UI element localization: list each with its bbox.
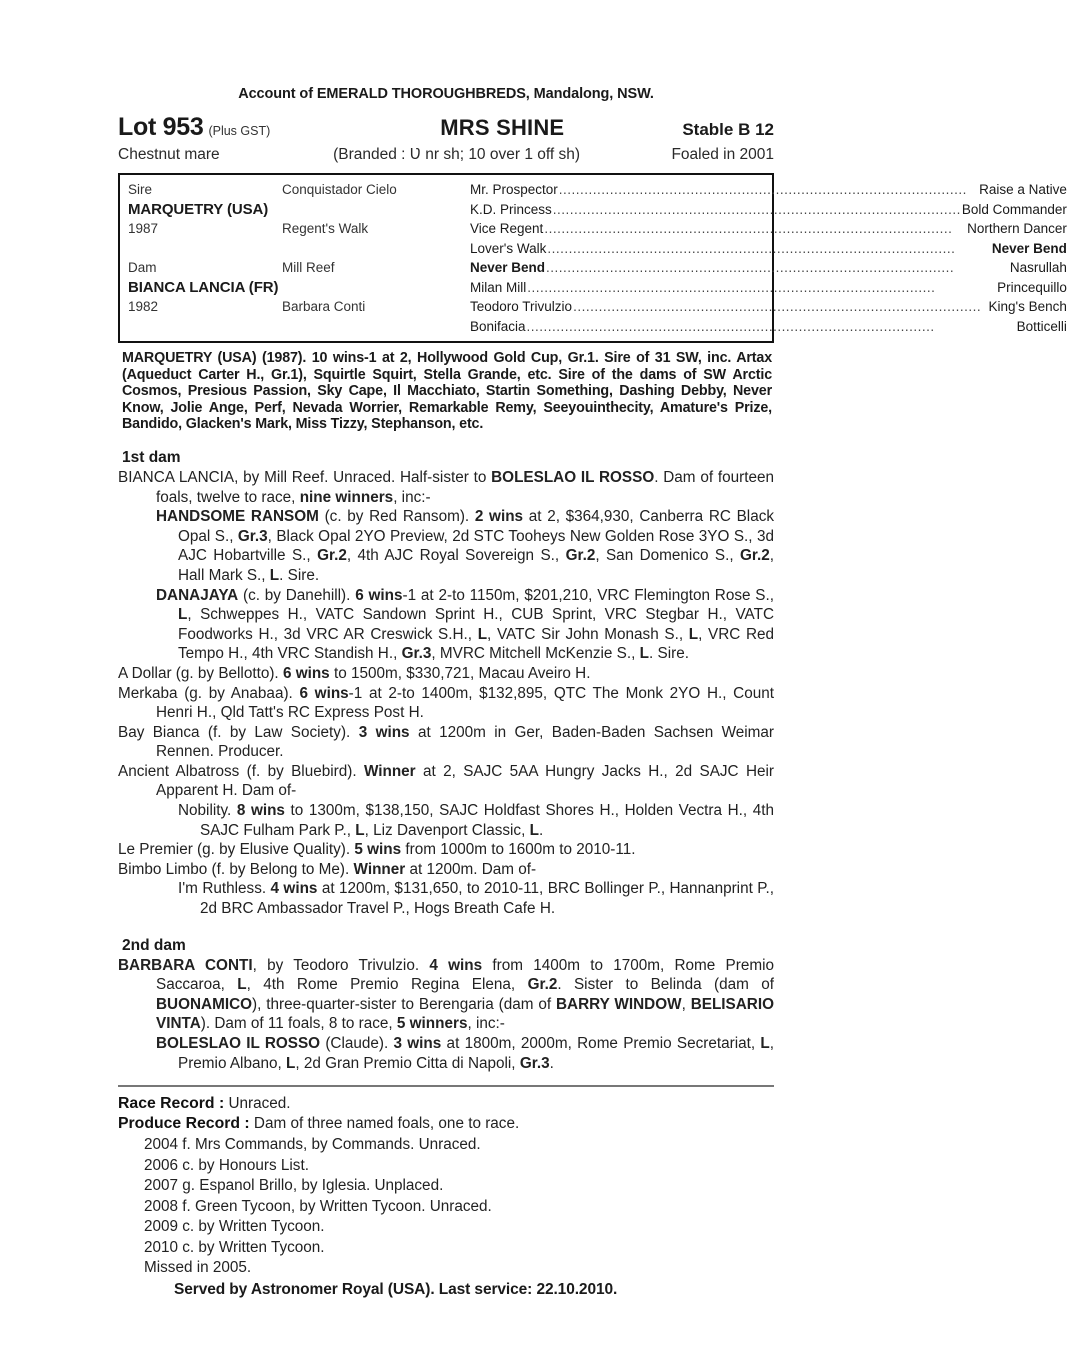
pedigree-column-grandparents [280, 180, 470, 336]
pedigree-leader-row [470, 200, 1067, 220]
sire-year: 1987 [128, 221, 159, 236]
foal-list-item: 2004 f. Mrs Commands, by Commands. Unraced. [144, 1136, 481, 1154]
pedigree-spacer [282, 200, 470, 220]
dot-leader [527, 317, 1016, 337]
foal-list-item: 2007 g. Espanol Brillo, by Iglesia. Unplaced. [144, 1177, 444, 1195]
pedigree-spacer [282, 278, 470, 298]
pedigree-box [118, 173, 1067, 343]
ancestor-name-right: Botticelli [1016, 318, 1067, 334]
ancestor-name-left: Mr. Prospector [470, 182, 558, 197]
ancestor-name-left: Teodoro Trivulzio [470, 299, 573, 314]
account-line: Account of EMERALD THOROUGHBREDS, Mandalong, NSW. [238, 86, 654, 102]
lot-header-row [118, 113, 774, 142]
foal-list-item: 2010 c. by Written Tycoon. [144, 1238, 325, 1256]
first-dam-block [118, 449, 774, 919]
catalogue-sheet [118, 86, 1067, 1299]
ancestor-name-left: Milan Mill [470, 279, 527, 295]
stable-label: Stable B 12 [682, 120, 774, 139]
foal-list [118, 1135, 774, 1279]
first-dam-entry: I'm Ruthless. 4 wins at 1200m, $131,650, to 2010-11, BRC Bollinger P., Hannanprint P., 2d BRC Ambassador Travel P., Hogs Breath Cafe H. [178, 880, 774, 918]
branding-note: (Branded : Ʋ nr sh; 10 over 1 off sh) [333, 146, 581, 163]
ancestor-name-right: Nasrullah [1009, 260, 1067, 275]
first-dam-entry: DANAJAYA (c. by Danehill). 6 wins-1 at 2-to 1150m, $201,210, VRC Flemington Rose S., L, Schweppes H., VATC Sandown Sprint H., CUB Sprint, VRC Stegbar H., VATC Foodworks H., 3d VRC AR Creswick S.H., L, VATC Sir John Monash S., L, VRC Red Tempo H., 4th VRC Standish H., Gr.3, MVRC Mitchell McKenzie S., L. Sire. [156, 586, 775, 663]
ancestor-name-right: Raise a Native [979, 182, 1067, 197]
produce-record-label: Produce Record : [118, 1115, 250, 1133]
second-dam-entries [118, 956, 774, 1074]
pedigree-leader-row [470, 297, 1067, 317]
second-dam-entry: BOLESLAO IL ROSSO (Claude). 3 wins at 1800m, 2000m, Rome Premio Secretariat, L, Premio Albano, L, 2d Gran Premio Citta di Napoli, Gr.3. [156, 1035, 774, 1072]
pedigree-leader-row [470, 258, 1067, 278]
ancestor-name-left: Bonifacia [470, 318, 526, 334]
first-dam-entry: BIANCA LANCIA, by Mill Reef. Unraced. Half-sister to BOLESLAO IL ROSSO. Dam of fourteen foals, twelve to race, nine winners, inc:- [118, 468, 774, 506]
foal-list-item: 2006 c. by Honours List. [144, 1156, 309, 1174]
race-record-label: Race Record : [118, 1095, 225, 1113]
pedigree-grid [120, 180, 1067, 336]
dot-leader [546, 258, 1009, 278]
ancestor-name-left: Lover's Walk [470, 240, 547, 256]
pedigree-leader-row [470, 219, 1067, 239]
foal-list-item: 2008 f. Green Tycoon, by Written Tycoon. Unraced. [144, 1197, 492, 1215]
second-dam-entry: BARBARA CONTI, by Teodoro Trivulzio. 4 wins from 1400m to 1700m, Rome Premio Saccaroa, L, 4th Rome Premio Regina Elena, Gr.2. Sister to Belinda (dam of BUONAMICO), three-quarter-sister to Berengaria (dam of BARRY WINDOW, BELISARIO VINTA). Dam of 11 foals, 8 to race, 5 winners, inc:- [118, 956, 775, 1033]
ancestor-name-left: Vice Regent [470, 221, 544, 236]
produce-record-line [118, 1114, 774, 1134]
first-dam-entry: A Dollar (g. by Bellotto). 6 wins to 1500m, $330,721, Macau Aveiro H. [118, 664, 591, 682]
dam-label: Dam [128, 260, 157, 275]
foal-list-item: Missed in 2005. [144, 1259, 252, 1277]
ancestor-name-right: Northern Dancer [967, 221, 1067, 236]
ancestor-name-right: Never Bend [991, 240, 1067, 256]
pedigree-leader-row [470, 317, 1067, 337]
first-dam-entry: HANDSOME RANSOM (c. by Red Ransom). 2 wins at 2, $364,930, Canberra RC Black Opal S., Gr.3, Black Opal 2YO Preview, 2d STC Tooheys New Golden Rose 3YO S., 3d AJC Hobartville S., Gr.2, 4th AJC Royal Sovereign S., Gr.2, San Domenico S., Gr.2, Hall Mark S., L. Sire. [156, 508, 775, 584]
race-record-line [118, 1094, 774, 1114]
dam-dam: Barbara Conti [282, 299, 366, 314]
dam-sire: Mill Reef [282, 260, 335, 275]
sire-dam: Regent's Walk [282, 221, 369, 236]
lot-number: Lot 953 [118, 113, 204, 141]
pedigree-spacer [128, 239, 280, 259]
sire-label: Sire [128, 182, 153, 197]
sire-sire: Conquistador Cielo [282, 182, 397, 197]
pedigree-spacer [282, 239, 470, 259]
second-dam-heading: 2nd dam [122, 936, 186, 954]
ancestor-name-left: Never Bend [470, 260, 546, 275]
pedigree-leader-row [470, 180, 1067, 200]
lot-identifier [118, 113, 270, 142]
dot-leader [527, 278, 996, 298]
first-dam-entry: Nobility. 8 wins to 1300m, $138,150, SAJC Holdfast Shores H., Holden Vectra H., 4th SAJC Fulham Park P., L, Liz Davenport Classic, L. [178, 802, 775, 839]
section-divider [118, 1085, 774, 1087]
horse-name: MRS SHINE [440, 115, 565, 140]
first-dam-entry: Ancient Albatross (f. by Bluebird). Winner at 2, SAJC 5AA Hungry Jacks H., 2d SAJC Heir Apparent H. Dam of- [118, 762, 774, 800]
horse-description-row [118, 146, 774, 164]
pedigree-column-parents [120, 180, 280, 336]
dot-leader [559, 180, 978, 200]
dam-year: 1982 [128, 299, 159, 314]
ancestor-name-right: Princequillo [997, 279, 1067, 295]
pedigree-leader-row [470, 239, 1067, 259]
foaled-year: Foaled in 2001 [671, 146, 774, 163]
sire-summary: MARQUETRY (USA) (1987). 10 wins-1 at 2, Hollywood Gold Cup, Gr.1. Sire of 31 SW, inc. Artax (Aqueduct Carter H., Gr.1), Squirtle Squirt, Stella Grande, etc. Sire of the dams of SW Arctic Cosmos, Presious Passion, Sky Cape, Il Macchiato, Startin Something, Dashing Debby, Never Know, Jolie Ange, Perf, Nevada Worrier, Remarkable Remy, Seeyouinthecity, Amature's Prize, Bandido, Glacken's Mark, Miss Tizzy, Stephanson, etc. [122, 350, 772, 433]
first-dam-entry: Bimbo Limbo (f. by Belong to Me). Winner at 1200m. Dam of- [118, 860, 537, 878]
dot-leader [547, 239, 991, 259]
foal-list-item: 2009 c. by Written Tycoon. [144, 1218, 325, 1236]
first-dam-entry: Le Premier (g. by Elusive Quality). 5 wins from 1000m to 1600m to 2010-11. [118, 841, 636, 859]
ancestor-name-right: King's Bench [988, 299, 1067, 314]
served-by-line: Served by Astronomer Royal (USA). Last service: 22.10.2010. [174, 1280, 618, 1298]
dot-leader [553, 200, 961, 220]
sire-name: MARQUETRY (USA) [128, 200, 269, 218]
second-dam-block [118, 937, 774, 1074]
pedigree-leader-row [470, 278, 1067, 298]
ancestor-name-right: Bold Commander [961, 201, 1067, 217]
first-dam-entries [118, 468, 774, 919]
gst-note: (Plus GST) [208, 124, 271, 138]
colour-sex: Chestnut mare [118, 146, 220, 163]
first-dam-heading: 1st dam [122, 448, 181, 466]
dot-leader [544, 219, 966, 239]
ancestor-name-left: K.D. Princess [470, 201, 552, 217]
dam-name: BIANCA LANCIA (FR) [128, 278, 279, 296]
first-dam-entry: Bay Bianca (f. by Law Society). 3 wins at 1200m in Ger, Baden-Baden Sachsen Weimar Rennen. Producer. [118, 723, 775, 761]
pedigree-column-great-grandparents [470, 180, 1075, 336]
race-record-value: Unraced. [228, 1095, 291, 1113]
first-dam-entry: Merkaba (g. by Anabaa). 6 wins-1 at 2-to 1400m, $132,895, QTC The Monk 2YO H., Count Henri H., Qld Tatt's RC Express Post H. [118, 684, 774, 722]
produce-record-value: Dam of three named foals, one to race. [253, 1115, 520, 1133]
dot-leader [573, 297, 987, 317]
